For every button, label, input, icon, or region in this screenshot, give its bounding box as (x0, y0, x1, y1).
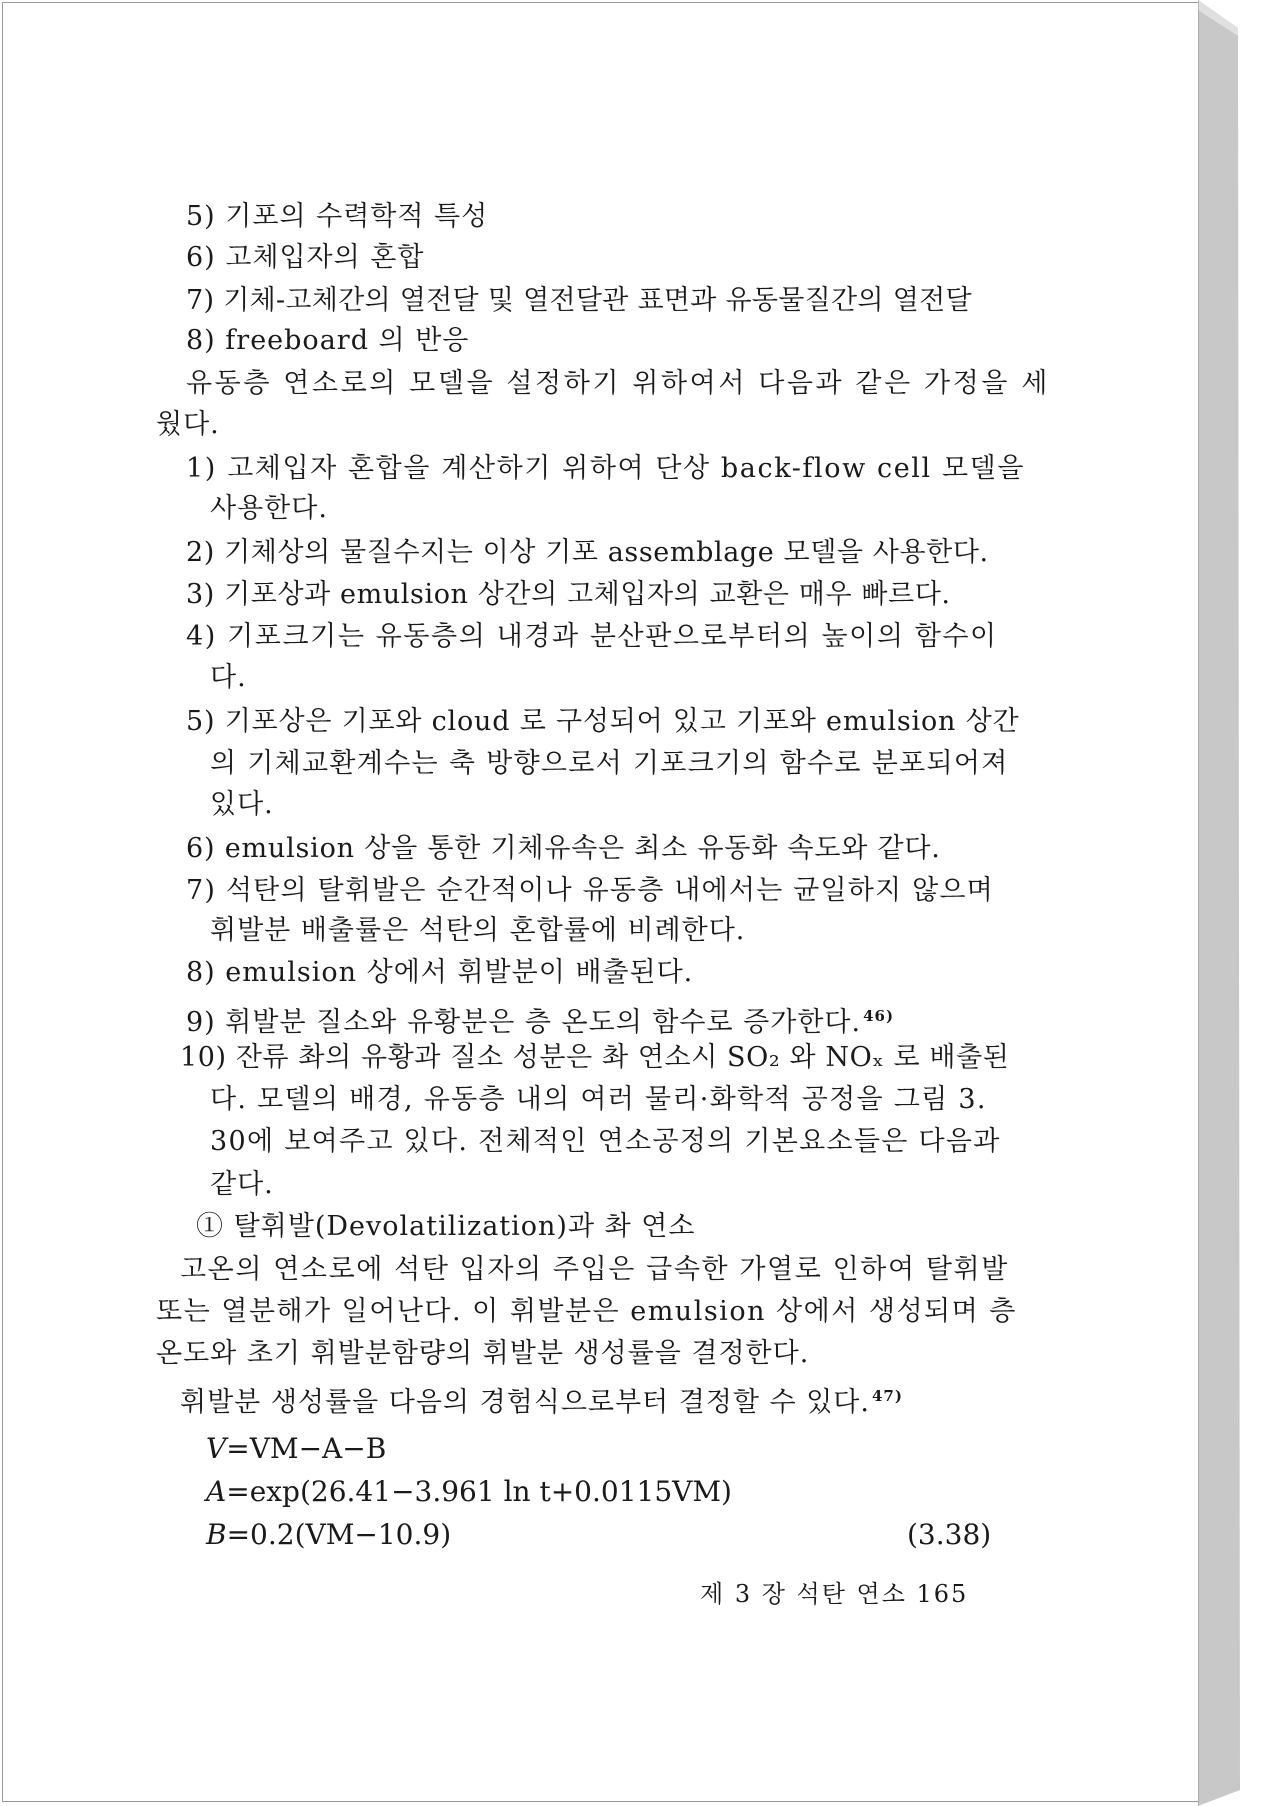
text-line: 4) 기포크기는 유동층의 내경과 분산판으로부터의 높이의 함수이 (186, 621, 998, 652)
equation-rhs: =exp(26.41−3.961 ln t+0.0115VM) (226, 1475, 732, 1508)
text-line: 같다. (210, 1169, 274, 1200)
text-line: 사용한다. (210, 493, 328, 524)
text-line: 휘발분 배출률은 석탄의 혼합률에 비례한다. (210, 915, 746, 946)
equation-lhs: V (206, 1432, 227, 1465)
equation-rhs: =0.2(VM−10.9) (226, 1518, 452, 1551)
text-line: 3) 기포상과 emulsion 상간의 고체입자의 교환은 매우 빠르다. (186, 579, 951, 610)
text-line: 10) 잔류 촤의 유황과 질소 성분은 촤 연소시 SO₂ 와 NOₓ 로 배출된 (180, 1042, 1010, 1073)
text-span: 휘발분 생성률을 다음의 경험식으로부터 결정할 수 있다. (180, 1387, 870, 1418)
page-edge-shadow (1198, 0, 1240, 1806)
text-line: 5) 기포상은 기포와 cloud 로 구성되어 있고 기포와 emulsion 상간 (186, 706, 1020, 737)
text-line: 7) 석탄의 탈휘발은 순간적이나 유동층 내에서는 균일하지 않으며 (186, 875, 994, 906)
text-line: 30에 보여주고 있다. 전체적인 연소공정의 기본요소들은 다음과 (210, 1126, 1001, 1157)
text-line: 웠다. (156, 409, 220, 440)
equation-3 (206, 1518, 451, 1552)
text-line: 다. (210, 662, 247, 693)
text-line: 다. 모델의 배경, 유동층 내의 여러 물리·화학적 공정을 그림 3. (210, 1084, 987, 1115)
text-line: ① 탈휘발(Devolatilization)과 촤 연소 (196, 1211, 696, 1242)
text-line: 고온의 연소로에 석탄 입자의 주입은 급속한 가열로 인하여 탈휘발 (180, 1254, 1009, 1285)
equation-number: (3.38) (907, 1518, 992, 1551)
text-line: 의 기체교환계수는 축 방향으로서 기포크기의 함수로 분포되어져 (210, 748, 1009, 779)
text-line (180, 1379, 903, 1420)
text-line: 6) 고체입자의 혼합 (186, 242, 425, 273)
text-line: 있다. (210, 789, 274, 820)
text-line: 5) 기포의 수력학적 특성 (186, 201, 489, 232)
text-line: 8) freeboard 의 반응 (186, 325, 470, 356)
equation-lhs: B (206, 1518, 227, 1551)
reference-marker: 47) (871, 1387, 903, 1405)
equation-rhs: =VM−A−B (226, 1432, 387, 1465)
text-line: 8) emulsion 상에서 휘발분이 배출된다. (186, 957, 694, 988)
text-line: 2) 기체상의 물질수지는 이상 기포 assemblage 모델을 사용한다. (186, 537, 989, 568)
page-footer: 제 3 장 석탄 연소 165 (700, 1580, 969, 1608)
text-line: 온도와 초기 휘발분함량의 휘발분 생성률을 결정한다. (156, 1338, 810, 1369)
text-line: 6) emulsion 상을 통한 기체유속은 최소 유동화 속도와 같다. (186, 833, 941, 864)
text-span: 9) 휘발분 질소와 유황분은 층 온도의 함수로 증가한다. (186, 1007, 862, 1038)
text-line (186, 999, 894, 1040)
text-line: 유동층 연소로의 모델을 설정하기 위하여서 다음과 같은 가정을 세 (186, 368, 1050, 399)
reference-marker: 46) (863, 1007, 895, 1025)
text-line: 7) 기체-고체간의 열전달 및 열전달관 표면과 유동물질간의 열전달 (186, 285, 972, 316)
equation-2 (206, 1475, 732, 1509)
text-line: 또는 열분해가 일어난다. 이 휘발분은 emulsion 상에서 생성되며 층 (156, 1296, 1017, 1327)
text-line: 1) 고체입자 혼합을 계산하기 위하여 단상 back-flow cell 모델을 (186, 453, 1026, 484)
equation-1 (206, 1432, 386, 1466)
equation-lhs: A (206, 1475, 227, 1508)
